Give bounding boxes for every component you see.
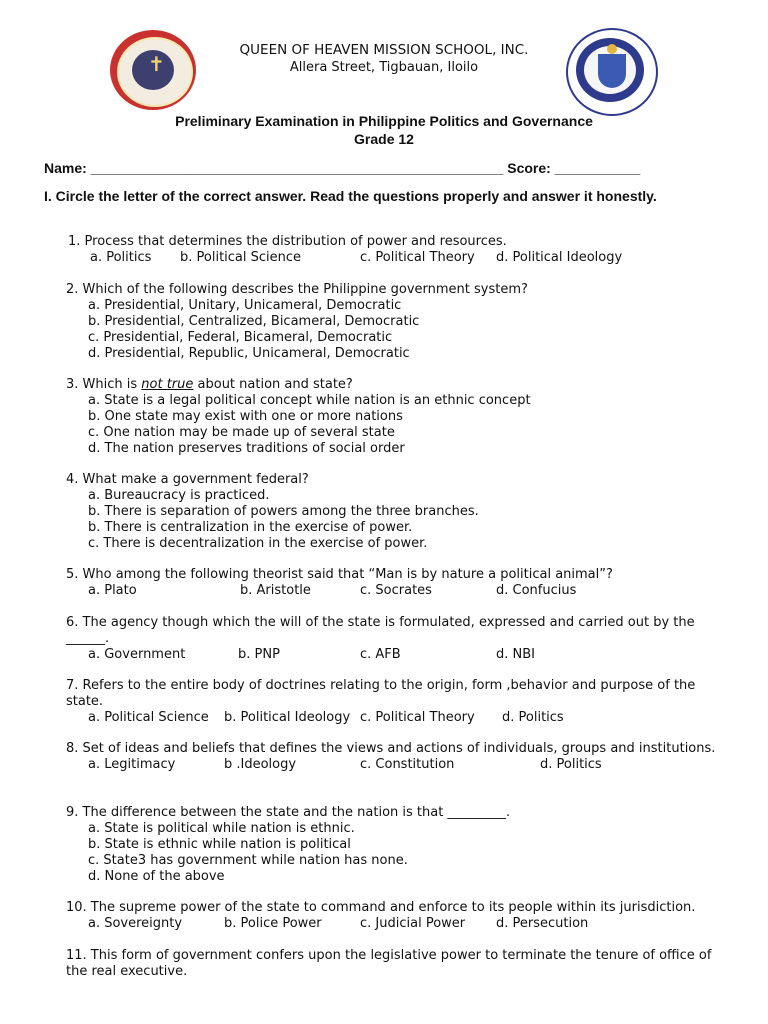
option-c: c. Presidential, Federal, Bicameral, Democratic	[88, 330, 393, 345]
option-c: c. State3 has government while nation has none.	[88, 853, 408, 868]
question-stem: 7. Refers to the entire body of doctrines relating to the origin, form ,behavior and purpose of the state.	[66, 678, 696, 709]
option-b: b. Presidential, Centralized, Bicameral, Democratic	[88, 314, 420, 329]
question-9	[66, 805, 716, 885]
question-7	[66, 678, 716, 726]
school-name: QUEEN OF HEAVEN MISSION SCHOOL, INC.	[239, 42, 529, 58]
option-d: d. None of the above	[88, 869, 225, 884]
option-d: d. The nation preserves traditions of social order	[88, 441, 405, 456]
question-stem: 1. Process that determines the distribution of power and resources.	[68, 234, 507, 249]
option-a: a. Sovereignty	[88, 916, 183, 931]
option-c: c. One nation may be made up of several state	[88, 425, 395, 440]
question-stem: 11. This form of government confers upon the legislative power to terminate the tenure of office of the real executive.	[66, 948, 712, 979]
question-stem: 2. Which of the following describes the Philippine government system?	[66, 282, 528, 297]
option-a: a. State is a legal political concept while nation is an ethnic concept	[88, 393, 531, 408]
option-c: c. AFB	[360, 647, 401, 662]
school-seal-logo: ✝	[110, 30, 196, 110]
option-a: a. Presidential, Unitary, Unicameral, Democratic	[88, 298, 402, 313]
exam-title: Preliminary Examination in Philippine Politics and Governance	[175, 113, 593, 129]
question-1	[68, 234, 718, 266]
option-c: c. Judicial Power	[360, 916, 466, 931]
question-6	[66, 615, 716, 663]
question-10	[66, 900, 716, 932]
question-5	[66, 567, 716, 599]
school-address: Allera Street, Tigbauan, Iloilo	[289, 60, 479, 75]
emphasis-not-true: not true	[141, 377, 194, 392]
grade-level: Grade 12	[354, 131, 414, 147]
instructions: I. Circle the letter of the correct answer. Read the questions properly and answer it honestly.	[44, 188, 657, 204]
option-c: c. Political Theory	[360, 250, 475, 265]
option-a: a. Politics	[90, 250, 152, 265]
question-stem: 4. What make a government federal?	[66, 472, 309, 487]
question-stem: 3. Which is not true about nation and state?	[66, 377, 353, 392]
option-b: b. Political Science	[180, 250, 302, 265]
option-c: c. Political Theory	[360, 710, 475, 725]
option-d: d. NBI	[496, 647, 535, 662]
option-b: b. There is separation of powers among the three branches.	[88, 504, 479, 519]
option-a: a. Legitimacy	[88, 757, 176, 772]
option-d: d. Persecution	[496, 916, 589, 931]
question-11	[66, 948, 716, 980]
option-b: b. Aristotle	[240, 583, 311, 598]
question-stem: 8. Set of ideas and beliefs that defines the views and actions of individuals, groups and institutions.	[66, 741, 716, 756]
option-b: b. State is ethnic while nation is political	[88, 837, 351, 852]
question-stem: 10. The supreme power of the state to command and enforce to its people within its jurisdiction.	[66, 900, 696, 915]
option-b: b. Political Ideology	[224, 710, 351, 725]
option-d: d. Politics	[540, 757, 602, 772]
option-d: d. Presidential, Republic, Unicameral, Democratic	[88, 346, 410, 361]
option-a: a. Political Science	[88, 710, 209, 725]
option-c: c. Constitution	[360, 757, 455, 772]
question-2	[66, 282, 716, 362]
question-4	[66, 472, 716, 552]
option-d: d. Confucius	[496, 583, 577, 598]
option-b: b. One state may exist with one or more nations	[88, 409, 403, 424]
option-b: b. Police Power	[224, 916, 322, 931]
question-stem: 5. Who among the following theorist said that “Man is by nature a political animal”?	[66, 567, 613, 582]
name-score-line: Name: _____________________________________________________ Score: ___________	[44, 160, 641, 176]
option-c: c. Socrates	[360, 583, 432, 598]
option-b: b .Ideology	[224, 757, 297, 772]
question-stem: 6. The agency though which the will of the state is formulated, expressed and carried out by the ______.	[66, 615, 695, 646]
option-c: c. There is decentralization in the exercise of power.	[88, 536, 428, 551]
question-stem: 9. The difference between the state and the nation is that _________.	[66, 805, 511, 820]
question-3	[66, 377, 716, 457]
option-a: a. Government	[88, 647, 186, 662]
option-a: a. Plato	[88, 583, 137, 598]
option-a: a. Bureaucracy is practiced.	[88, 488, 270, 503]
option-a: a. State is political while nation is ethnic.	[88, 821, 355, 836]
option-b: b. PNP	[238, 647, 280, 662]
option-d: d. Politics	[502, 710, 564, 725]
option-b2: b. There is centralization in the exercise of power.	[88, 520, 413, 535]
question-8	[66, 741, 716, 773]
option-d: d. Political Ideology	[496, 250, 623, 265]
